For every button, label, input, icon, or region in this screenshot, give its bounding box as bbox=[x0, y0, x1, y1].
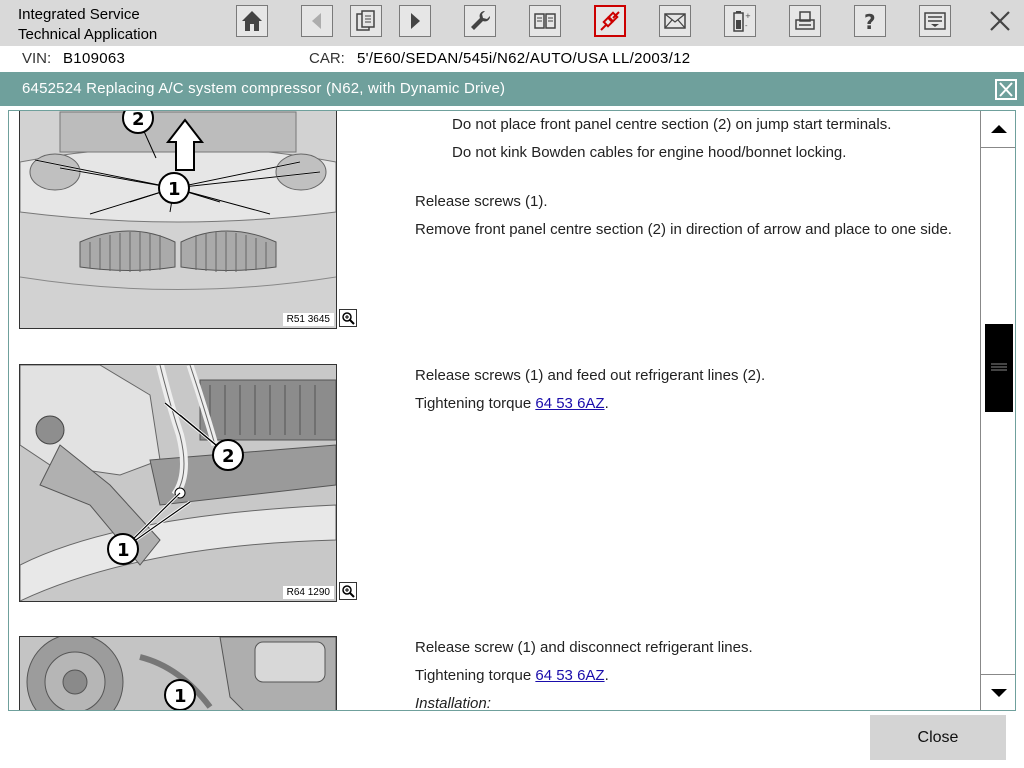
forward-icon bbox=[402, 8, 428, 34]
vehicle-info-bar bbox=[0, 46, 1024, 72]
svg-text:2: 2 bbox=[222, 446, 235, 467]
messages-button[interactable] bbox=[659, 5, 691, 37]
figure-front-panel bbox=[19, 110, 337, 329]
mail-icon bbox=[662, 8, 688, 34]
document-header bbox=[0, 72, 1024, 106]
information-button[interactable] bbox=[529, 5, 561, 37]
torque-suffix: . bbox=[604, 395, 609, 412]
help-button[interactable] bbox=[854, 5, 886, 37]
refrigerant-lines-illustration bbox=[20, 365, 336, 601]
vehicle-connection-icon bbox=[597, 8, 623, 34]
top-toolbar bbox=[0, 0, 1024, 46]
print-icon bbox=[792, 8, 818, 34]
step-3-torque bbox=[415, 665, 609, 686]
grip-icon bbox=[985, 324, 1013, 412]
document-title: 6452524 Replacing A/C system compressor (N62, with Dynamic Drive) bbox=[22, 80, 506, 97]
torque-link[interactable]: 64 53 6AZ bbox=[535, 395, 605, 412]
home-icon bbox=[239, 8, 265, 34]
zoom-figure-1-button[interactable] bbox=[339, 309, 357, 327]
svg-text:1: 1 bbox=[117, 540, 130, 561]
battery-icon bbox=[727, 8, 753, 34]
svg-text:1: 1 bbox=[174, 686, 187, 707]
svg-text:1: 1 bbox=[168, 179, 181, 200]
scroll-up-button[interactable] bbox=[981, 111, 1016, 148]
svg-text:-: - bbox=[745, 22, 748, 30]
document-close-button[interactable] bbox=[995, 79, 1017, 100]
step-3-installation-note: Installation: bbox=[415, 695, 491, 711]
figure-compressor bbox=[19, 636, 337, 711]
vehicle-connection-button[interactable] bbox=[594, 5, 626, 37]
vin-value: B109063 bbox=[63, 50, 126, 67]
app-title-line2: Technical Application bbox=[18, 26, 158, 43]
vin-label: VIN: bbox=[22, 50, 52, 67]
step-1-warning-1: Do not place front panel centre section (2) on jump start terminals. bbox=[452, 116, 892, 133]
document-content[interactable] bbox=[8, 110, 1016, 711]
zoom-figure-2-button[interactable] bbox=[339, 582, 357, 600]
app-close-button[interactable] bbox=[984, 5, 1016, 37]
print-button[interactable] bbox=[789, 5, 821, 37]
magnify-icon bbox=[341, 311, 355, 325]
svg-text:+: + bbox=[745, 12, 751, 20]
arrow-down-icon bbox=[990, 688, 1008, 698]
wrench-icon bbox=[467, 8, 493, 34]
arrow-up-icon bbox=[990, 124, 1008, 134]
step-3-instruction: Release screw (1) and disconnect refrigerant lines. bbox=[415, 639, 753, 656]
step-1-instruction-1: Release screws (1). bbox=[415, 193, 548, 210]
forward-button[interactable] bbox=[399, 5, 431, 37]
menu-button[interactable] bbox=[919, 5, 951, 37]
book-icon bbox=[532, 8, 558, 34]
torque-suffix: . bbox=[604, 667, 609, 684]
figure-label: R64 1290 bbox=[283, 586, 334, 599]
scrollbar-thumb[interactable] bbox=[985, 324, 1013, 412]
back-icon bbox=[304, 8, 330, 34]
app-title bbox=[18, 5, 157, 45]
compressor-illustration bbox=[20, 637, 336, 711]
app-title-line1: Integrated Service bbox=[18, 6, 140, 23]
scroll-down-button[interactable] bbox=[981, 674, 1016, 711]
close-icon bbox=[998, 82, 1014, 97]
battery-button[interactable] bbox=[724, 5, 756, 37]
figure-refrigerant-lines bbox=[19, 364, 337, 602]
torque-link[interactable]: 64 53 6AZ bbox=[535, 667, 605, 684]
vertical-scrollbar[interactable] bbox=[980, 111, 1016, 710]
step-1-warning-2: Do not kink Bowden cables for engine hood/bonnet locking. bbox=[452, 144, 847, 161]
svg-text:2: 2 bbox=[132, 110, 145, 130]
front-panel-illustration bbox=[20, 110, 336, 328]
home-button[interactable] bbox=[236, 5, 268, 37]
torque-prefix: Tightening torque bbox=[415, 667, 536, 684]
close-button[interactable]: Close bbox=[870, 715, 1006, 760]
figure-label: R51 3645 bbox=[283, 313, 334, 326]
step-2-torque bbox=[415, 393, 609, 414]
service-functions-button[interactable] bbox=[464, 5, 496, 37]
svg-text:?: ? bbox=[864, 10, 876, 34]
menu-icon bbox=[922, 8, 948, 34]
back-button[interactable] bbox=[301, 5, 333, 37]
help-icon bbox=[857, 8, 883, 34]
car-value: 5'/E60/SEDAN/545i/N62/AUTO/USA LL/2003/12 bbox=[357, 50, 691, 67]
car-label: CAR: bbox=[309, 50, 345, 67]
close-icon bbox=[987, 8, 1013, 34]
step-1-instruction-2: Remove front panel centre section (2) in direction of arrow and place to one side. bbox=[415, 221, 952, 238]
documents-button[interactable] bbox=[350, 5, 382, 37]
magnify-icon bbox=[341, 584, 355, 598]
documents-icon bbox=[353, 8, 379, 34]
step-2-instruction: Release screws (1) and feed out refrigerant lines (2). bbox=[415, 367, 766, 384]
torque-prefix: Tightening torque bbox=[415, 395, 536, 412]
